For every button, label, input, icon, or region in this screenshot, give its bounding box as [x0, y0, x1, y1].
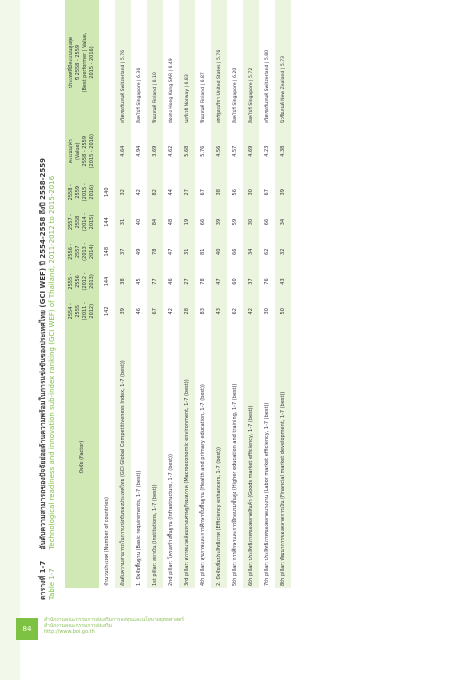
rank-cell: 39 — [115, 296, 131, 326]
factor-cell: 2. ปัจจัยเพิ่มประสิทธิภาพ (Efficiency enhancers, 1-7 (best)) — [211, 326, 227, 588]
header-year — [65, 296, 99, 326]
ranking-table — [65, 0, 291, 588]
best-performer-cell: สหรัฐอเมริกา United States | 5.76 — [211, 0, 227, 125]
table-row — [195, 0, 211, 588]
rank-cell: 50 — [275, 296, 291, 326]
header-year-th: 2557 - 2558 — [68, 213, 81, 231]
factor-cell: 8th pillar: พัฒนาการของตลาดการเงิน (Financial market development, 1-7 (best)) — [275, 326, 291, 588]
rank-cell: 56 — [227, 177, 243, 207]
header-score — [65, 125, 99, 177]
score-cell: 5.68 — [179, 125, 195, 177]
rotated-page-content — [38, 0, 448, 600]
rank-cell: 32 — [275, 237, 291, 267]
rank-cell: 42 — [131, 177, 147, 207]
rank-cell: 34 — [243, 237, 259, 267]
table-header-row — [65, 0, 99, 588]
best-performer-cell: สิงคโปร์ Singapore | 6.20 — [227, 0, 243, 125]
header-score-value: (Value) — [75, 142, 81, 161]
table-row — [259, 0, 275, 588]
table-body — [99, 0, 291, 588]
header-year-th: 2558 - 2559 — [68, 184, 81, 201]
best-performer-cell: สิงคโปร์ Singapore | 5.72 — [243, 0, 259, 125]
table-label-thai: ตารางที่ 1-7 — [39, 560, 47, 600]
rank-cell: 83 — [195, 296, 211, 326]
rank-cell: 144 — [99, 267, 115, 297]
best-performer-cell: สิงคโปร์ Singapore | 6.36 — [131, 0, 147, 125]
best-performer-cell: ฮ่องกง Hong Kong SAR | 6.49 — [163, 0, 179, 125]
rank-cell: 66 — [195, 207, 211, 237]
rank-cell: 39 — [211, 207, 227, 237]
rank-cell: 59 — [227, 207, 243, 237]
best-performer-cell: นอร์เวย์ Norway | 6.83 — [179, 0, 195, 125]
factor-cell: 4th pillar: สุขภาพและการศึกษาขั้นพื้นฐาน (Health and primary education, 1-7 (best)) — [195, 326, 211, 588]
factor-cell: 5th pillar: การศึกษาและการฝึกอบรมชั้นสูง (Higher education and training, 1-7 (best)) — [227, 326, 243, 588]
best-performer-cell — [99, 0, 115, 125]
rank-cell: 40 — [211, 237, 227, 267]
factor-cell: 7th pillar: ประสิทธิภาพของตลาดแรงงาน (Labor market efficiency, 1-7 (best)) — [259, 326, 275, 588]
score-cell: 4.64 — [115, 125, 131, 177]
footer-line: สำนักงานคณะกรรมการส่งเสริม — [44, 623, 113, 629]
rank-cell: 67 — [147, 296, 163, 326]
rank-cell: 84 — [147, 207, 163, 237]
header-score-en: (2015 - 2016) — [89, 134, 95, 169]
factor-cell: อันดับความสามารถในการแข่งขันของประเทศไทย (GCI Global Competitiveness Index, 1-7 (best)) — [115, 326, 131, 588]
factor-cell: 6th pillar: ประสิทธิภาพของตลาดสินค้า (Goods market efficiency, 1-7 (best)) — [243, 326, 259, 588]
best-performer-cell: ฟินแลนด์ Finland | 6.10 — [147, 0, 163, 125]
best-performer-cell: สวิตเซอร์แลนด์ Switzerland | 5.76 — [115, 0, 131, 125]
rank-cell: 37 — [115, 237, 131, 267]
rank-cell: 66 — [259, 207, 275, 237]
rank-cell: 66 — [227, 237, 243, 267]
header-year-en: (2012 - 2013) — [82, 272, 95, 291]
header-best-performer — [65, 0, 99, 125]
header-year-en: (2011 - 2012) — [82, 302, 95, 321]
rank-cell: 82 — [147, 177, 163, 207]
left-margin-strip — [0, 0, 20, 680]
footer-organization — [44, 617, 344, 635]
rank-cell: 76 — [259, 267, 275, 297]
header-best-year-th: ปี 2558 - 2559 — [75, 44, 81, 81]
rank-cell: 42 — [243, 296, 259, 326]
table-row — [115, 0, 131, 588]
table-row — [227, 0, 243, 588]
header-year-th: 2554 - 2555 — [68, 303, 81, 320]
rank-cell: 48 — [163, 207, 179, 237]
header-year — [65, 177, 99, 207]
score-cell: 4.57 — [227, 125, 243, 177]
rank-cell: 60 — [227, 267, 243, 297]
rank-cell: 42 — [163, 296, 179, 326]
table-title-english — [48, 176, 56, 600]
header-score-title: คะแนน/ค่า — [68, 139, 74, 164]
rank-cell: 47 — [163, 237, 179, 267]
header-year-en: (2013 - 2014) — [82, 242, 95, 261]
rank-cell: 40 — [131, 207, 147, 237]
rank-cell: 37 — [243, 267, 259, 297]
score-cell: 4.56 — [211, 125, 227, 177]
score-cell: 4.94 — [131, 125, 147, 177]
header-best-year-en: 2015 - 2016) — [89, 46, 95, 79]
rank-cell: 39 — [275, 177, 291, 207]
header-year-th: 2555 - 2556 — [68, 273, 81, 290]
best-performer-cell: ฟินแลนด์ Finland | 6.87 — [195, 0, 211, 125]
footer-line: สำนักงานคณะกรรมการส่งเสริมการลงทุนและนโยบายยุทธศาสตร์ — [44, 617, 184, 623]
table-row — [131, 0, 147, 588]
table-row — [243, 0, 259, 588]
rank-cell: 62 — [227, 296, 243, 326]
rank-cell: 31 — [115, 207, 131, 237]
rank-cell: 44 — [163, 177, 179, 207]
rank-cell: 78 — [147, 237, 163, 267]
header-best-title: ประเทศที่มีคะแนนสูงสุด — [68, 36, 74, 89]
rank-cell: 67 — [259, 177, 275, 207]
rank-cell: 140 — [99, 177, 115, 207]
table-title-thai-text: อันดับความสามารถของปัจจัยย่อยด้านความพร้อมในการแข่งขันของประเทศไทย (GCI WEF) ปี 2554-2558 ถึงปี 2558-2559 — [39, 157, 47, 550]
rank-cell: 34 — [275, 207, 291, 237]
rank-cell: 78 — [195, 267, 211, 297]
rank-cell: 46 — [163, 267, 179, 297]
rank-cell: 31 — [179, 237, 195, 267]
rank-cell: 27 — [179, 177, 195, 207]
rank-cell: 30 — [259, 296, 275, 326]
rank-cell: 45 — [131, 267, 147, 297]
header-year-th: 2556 - 2557 — [68, 243, 81, 260]
header-year-en: (2014 - 2015) — [82, 212, 95, 232]
header-year — [65, 267, 99, 297]
rank-cell: 46 — [131, 296, 147, 326]
table-row — [147, 0, 163, 588]
rank-cell: 43 — [211, 296, 227, 326]
best-performer-cell: สวิตเซอร์แลนด์ Switzerland | 5.80 — [259, 0, 275, 125]
rank-cell: 19 — [179, 207, 195, 237]
rank-cell: 38 — [115, 267, 131, 297]
rank-cell: 144 — [99, 207, 115, 237]
rank-cell: 148 — [99, 237, 115, 267]
page-number: 84 — [16, 618, 38, 640]
score-cell: 4.62 — [163, 125, 179, 177]
rank-cell: 81 — [195, 237, 211, 267]
factor-cell: 1. ปัจจัยพื้นฐาน (Basic requirements, 1-7 (best)) — [131, 326, 147, 588]
rank-cell: 67 — [195, 177, 211, 207]
rank-cell: 142 — [99, 296, 115, 326]
score-cell — [99, 125, 115, 177]
table-row — [275, 0, 291, 588]
score-cell: 5.76 — [195, 125, 211, 177]
rank-cell: 28 — [179, 296, 195, 326]
header-year — [65, 237, 99, 267]
rank-cell: 38 — [211, 177, 227, 207]
rank-cell: 62 — [259, 237, 275, 267]
header-score-th: 2558 - 2559 — [82, 136, 88, 167]
table-row — [99, 0, 115, 588]
factor-cell: จำนวนประเทศ (Number of countries) — [99, 326, 115, 588]
table-row — [163, 0, 179, 588]
rank-cell: 30 — [243, 207, 259, 237]
rank-cell: 77 — [147, 267, 163, 297]
table-label-english: Table 1-7 — [48, 568, 56, 600]
score-cell: 4.23 — [259, 125, 275, 177]
table-row — [211, 0, 227, 588]
rank-cell: 30 — [243, 177, 259, 207]
header-year-en: (2015 - 2016) — [82, 183, 95, 202]
rank-cell: 43 — [275, 267, 291, 297]
rank-cell: 47 — [211, 267, 227, 297]
best-performer-cell: นิวซีแลนด์ New Zealand | 5.73 — [275, 0, 291, 125]
rank-cell: 49 — [131, 237, 147, 267]
header-factor: ปัจจัย (Factor) — [65, 326, 99, 588]
rank-cell: 27 — [179, 267, 195, 297]
footer-link[interactable]: http://www.boi.go.th — [44, 629, 95, 635]
header-best-sub: (Best performer | Value, — [82, 32, 88, 93]
header-year — [65, 207, 99, 237]
table-title-english-text: Technological readiness and innovation sub-index ranking (GCI WEF) of Thailand, 2011-2012 to 2015-2016 — [48, 175, 56, 550]
score-cell: 4.69 — [243, 125, 259, 177]
factor-cell: 1st pillar: สถาบัน (Institutions, 1-7 (best)) — [147, 326, 163, 588]
table-row — [179, 0, 195, 588]
rank-cell: 32 — [115, 177, 131, 207]
factor-cell: 3rd pillar: สภาพแวดล้อมทางเศรษฐกิจมหภาค (Macroeconomic environment, 1-7 (best)) — [179, 326, 195, 588]
factor-cell: 2nd pillar: โครงสร้างพื้นฐาน (Infrastructure, 1-7 (best)) — [163, 326, 179, 588]
score-cell: 3.69 — [147, 125, 163, 177]
score-cell: 4.38 — [275, 125, 291, 177]
